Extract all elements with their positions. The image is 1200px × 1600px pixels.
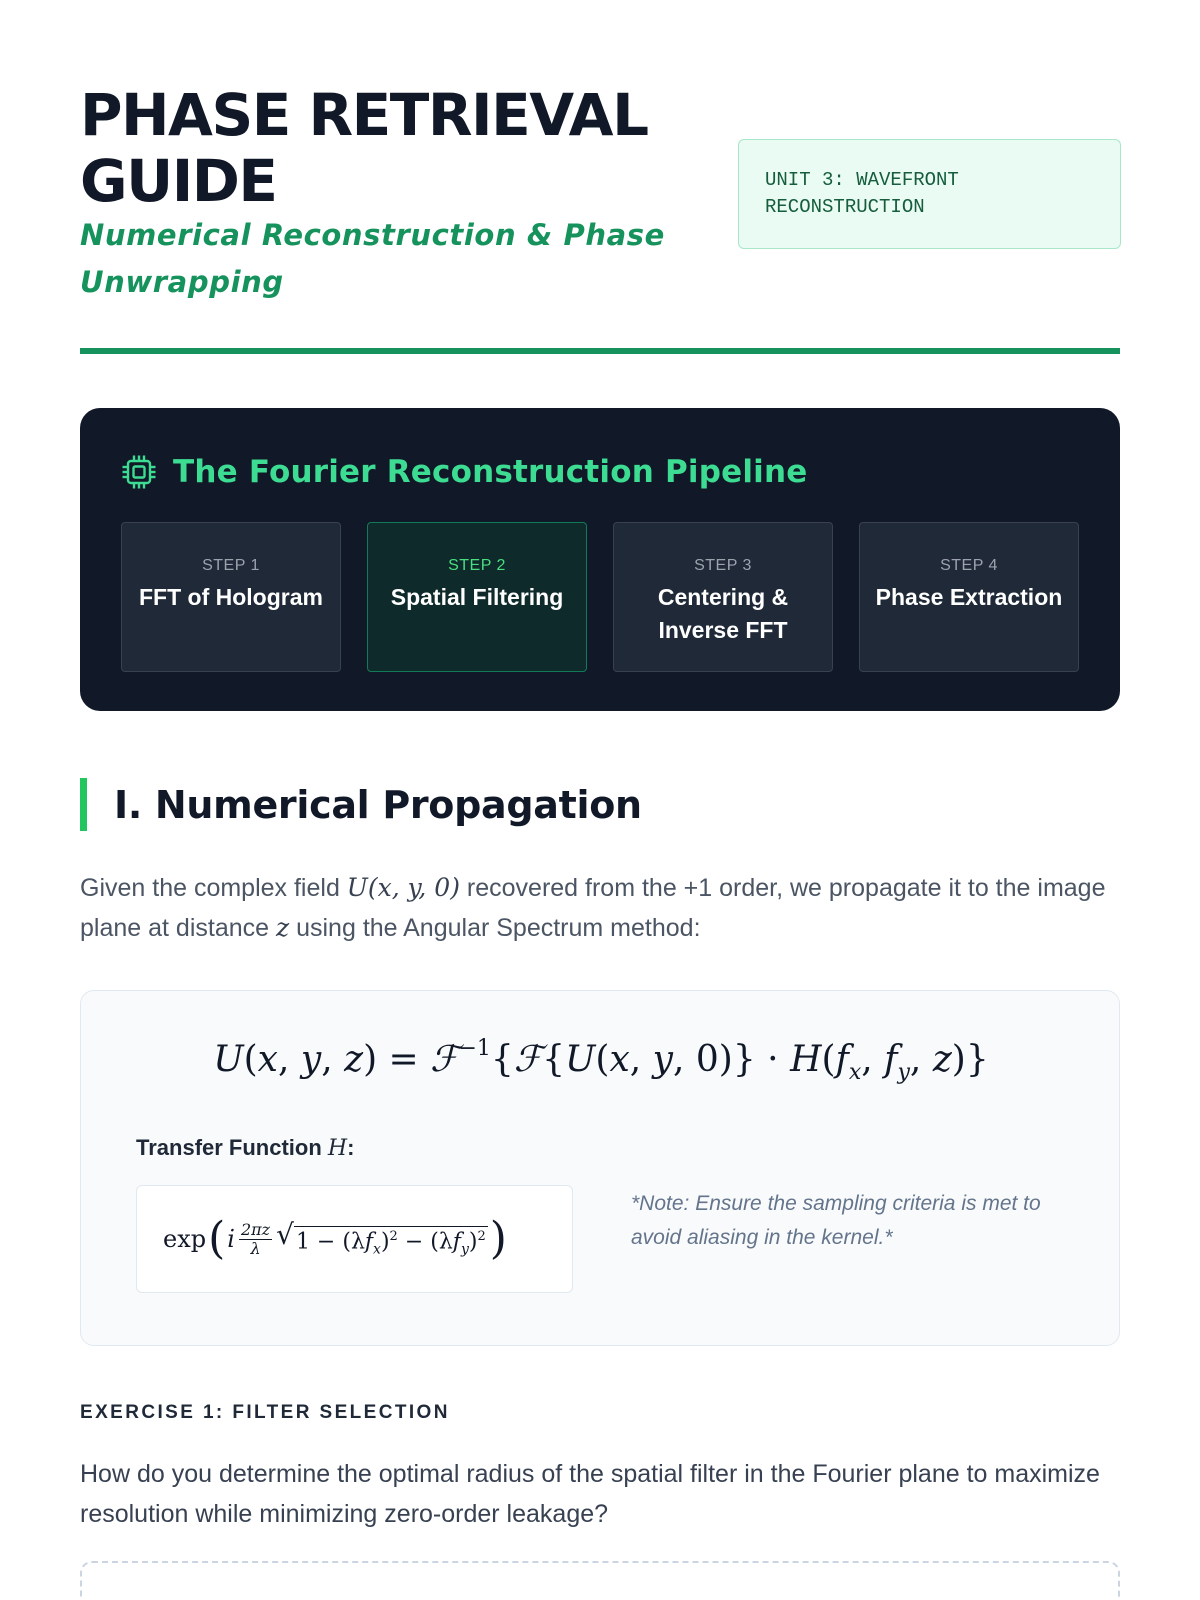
step-name: Spatial Filtering [390, 584, 564, 610]
section-intro [80, 868, 1120, 948]
section-heading [80, 778, 642, 831]
step-name: Phase Extraction [875, 584, 1063, 610]
step-name: FFT of Hologram [139, 584, 323, 610]
intro-text: recovered from the +1 order, we propagate it to the image plane at distance [80, 874, 1106, 942]
step-card-2 [367, 522, 587, 672]
transfer-label-text: Transfer Function [136, 1135, 322, 1160]
section-title: I. Numerical Propagation [114, 782, 642, 827]
step-number: STEP 3 [694, 557, 752, 574]
exercise-label: EXERCISE 1: FILTER SELECTION [80, 1402, 450, 1423]
answer-box[interactable] [80, 1561, 1120, 1600]
inline-math: U(x, y, 0) [346, 873, 460, 902]
step-card-4 [859, 522, 1079, 672]
exercise-question: How do you determine the optimal radius of the spatial filter in the Fourier plane to maximize resolution while minimizing zero-order leakage? [80, 1460, 1100, 1528]
formula-box [80, 990, 1120, 1346]
transfer-function-box: exp ( i $\frac{2\pi z}{\lambda}$ √ $1 - (\lambda f_x)^2 - (\lambda f_y)^2$ ) [136, 1185, 573, 1293]
step-name: Centering & Inverse FFT [657, 584, 789, 643]
pipeline-steps [121, 522, 1079, 672]
chip-icon [121, 454, 157, 490]
step-card-1 [121, 522, 341, 672]
transfer-symbol: H [327, 1136, 348, 1161]
pipeline-header [121, 452, 808, 492]
main-equation: U(x, y, z) = ℱ$^{-1}${ℱ{U(x, y, $0)\} \cdot H(f_x$, $f_y$, z)} [213, 1036, 989, 1086]
header [80, 0, 1120, 350]
transfer-function-label: Transfer Function H: [136, 1135, 355, 1161]
pipeline-panel [80, 408, 1120, 711]
page-title: PHASE RETRIEVAL GUIDE [80, 81, 648, 215]
pipeline-title: The Fourier Reconstruction Pipeline [173, 454, 808, 490]
section-accent-bar [80, 778, 87, 831]
step-number: STEP 1 [202, 557, 260, 574]
page [80, 0, 1120, 1528]
intro-text: Given the complex field [80, 874, 347, 902]
intro-text: using the Angular Spectrum method: [289, 914, 701, 942]
unit-badge: UNIT 3: WAVEFRONT RECONSTRUCTION [738, 139, 1121, 249]
inline-math: z [275, 913, 290, 942]
header-divider [80, 348, 1120, 354]
step-number: STEP 4 [940, 557, 998, 574]
page-subtitle: Numerical Reconstruction & Phase Unwrapping [80, 218, 665, 299]
sampling-note: *Note: Ensure the sampling criteria is met to avoid aliasing in the kernel.* [631, 1192, 1041, 1249]
step-number: STEP 2 [448, 557, 506, 574]
step-card-3 [613, 522, 833, 672]
